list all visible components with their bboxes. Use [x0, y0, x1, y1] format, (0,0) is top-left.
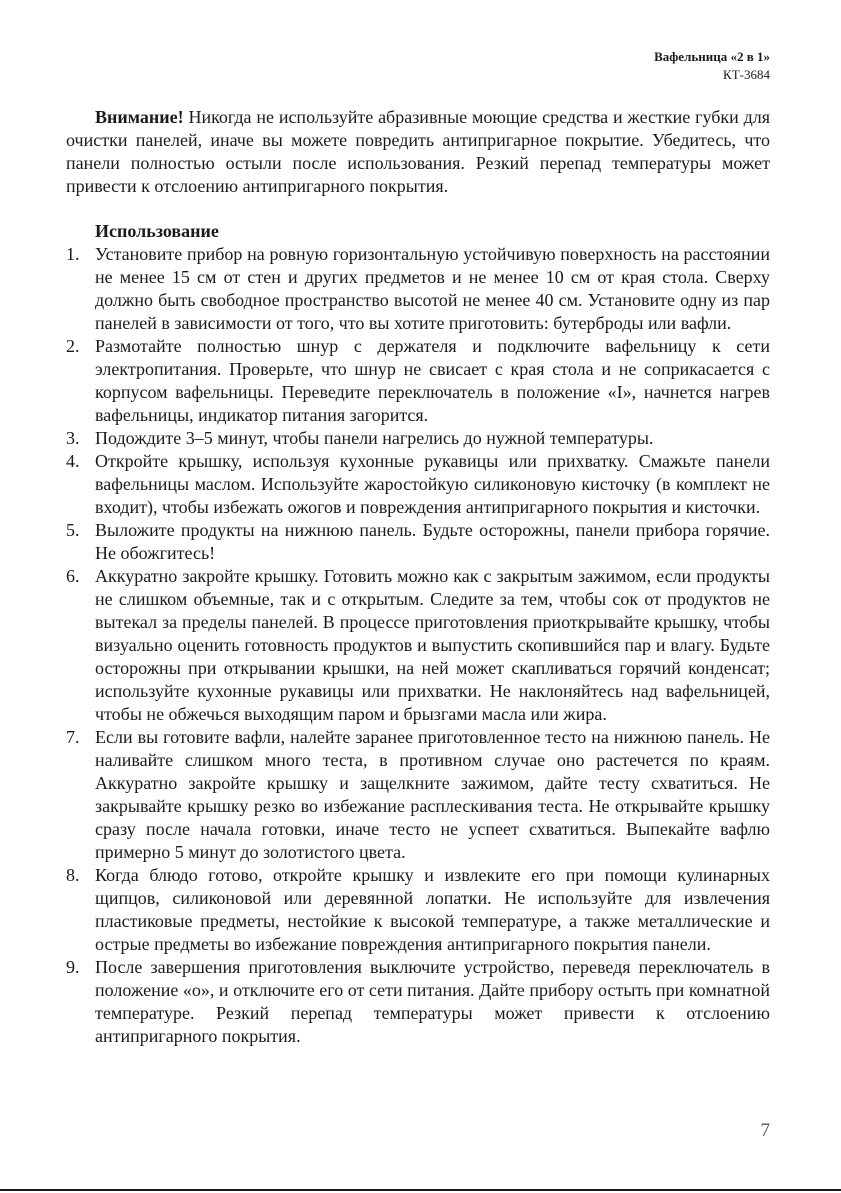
warning-label: Внимание! — [95, 107, 184, 127]
model-number: КТ-3684 — [723, 67, 770, 82]
list-item-text: Размотайте полностью шнур с держателя и подключите вафельницу к сети электропитания. Проверьте, что шнур не свисает с края стола и не соприкасается с корпусом вафельницы. Переведите переключатель в положение «I», начнется нагрев вафельницы, индикатор питания загорится. — [95, 336, 770, 425]
list-item-number: 5. — [66, 520, 80, 540]
list-item-number: 8. — [66, 865, 80, 885]
page-bottom-rule — [0, 1189, 841, 1191]
list-item-text: Аккуратно закройте крышку. Готовить можно как с закрытым зажимом, если продукты не слишком объемные, так и с открытым. Следите за тем, чтобы сок от продуктов не вытекал за пределы панелей. В процессе приготовления приоткрывайте крышку, чтобы визуально оценить готовность продуктов и выпустить скопившийся пар и влагу. Будьте осторожны при открывании крышки, на ней может скапливаться горячий конденсат; используйте кухонные рукавицы или прихватки. Не наклоняйтесь над вафельницей, чтобы не обжечься выходящим паром и брызгами масла или жира. — [95, 566, 770, 724]
page-header — [654, 48, 770, 84]
list-item — [66, 864, 770, 956]
list-item-number: 7. — [66, 727, 80, 747]
document-body — [66, 106, 770, 1048]
warning-text: Никогда не используйте абразивные моющие средства и жесткие губки для очистки панелей, иначе вы можете повредить антипригарное покрытие. Убедитесь, что панели полностью остыли после использования. Резкий перепад температуры может привести к отслоению антипригарного покрытия. — [66, 107, 770, 196]
list-item-text: Откройте крышку, используя кухонные рукавицы или прихватку. Смажьте панели вафельницы маслом. Используйте жаростойкую силиконовую кисточку (в комплект не входит), чтобы избежать ожогов и повреждения антипригарного покрытия и кисточки. — [95, 451, 770, 517]
list-item-text: Когда блюдо готово, откройте крышку и извлеките его при помощи кулинарных щипцов, силиконовой или деревянной лопатки. Не используйте для извлечения пластиковые предметы, нестойкие к высокой температуре, а также металлические и острые предметы во избежание повреждения антипригарного покрытия панели. — [95, 865, 770, 954]
page-number: 7 — [760, 1120, 770, 1141]
list-item — [66, 565, 770, 726]
list-item-number: 6. — [66, 566, 80, 586]
list-item-text: Выложите продукты на нижнюю панель. Будьте осторожны, панели прибора горячие. Не обожгитесь! — [95, 520, 770, 563]
list-item-number: 3. — [66, 428, 80, 448]
list-item — [66, 956, 770, 1048]
list-item-number: 2. — [66, 336, 80, 356]
section-title-usage: Использование — [95, 221, 219, 241]
list-item-text: Подождите 3–5 минут, чтобы панели нагрелись до нужной температуры. — [95, 428, 654, 448]
list-item — [66, 243, 770, 335]
list-item-number: 1. — [66, 244, 80, 264]
list-item-text: После завершения приготовления выключите устройство, переведя переключатель в положение «o», и отключите его от сети питания. Дайте прибору остыть при комнатной температуре. Резкий перепад температуры может привести к отслоению антипригарного покрытия. — [95, 957, 770, 1046]
list-item — [66, 450, 770, 519]
list-item-text: Установите прибор на ровную горизонтальную устойчивую поверхность на расстоянии не менее 15 см от стен и других предметов и не менее 10 см от края стола. Сверху должно быть свободное пространство высотой не менее 40 см. Установите одну из пар панелей в зависимости от того, что вы хотите приготовить: бутерброды или вафли. — [95, 244, 770, 333]
list-item-text: Если вы готовите вафли, налейте заранее приготовленное тесто на нижнюю панель. Не наливайте слишком много теста, в противном случае оно растечется по краям. Аккуратно закройте крышку и защелкните зажимом, дайте тесту схватиться. Не закрывайте крышку резко во избежание расплескивания теста. Не открывайте крышку сразу после начала готовки, иначе тесто не успеет схватиться. Выпекайте вафлю примерно 5 минут до золотистого цвета. — [95, 727, 770, 862]
product-name: Вафельница «2 в 1» — [654, 49, 770, 64]
warning-paragraph — [66, 106, 770, 198]
list-item — [66, 726, 770, 864]
list-item — [66, 519, 770, 565]
list-item-number: 4. — [66, 451, 80, 471]
list-item-number: 9. — [66, 957, 80, 977]
list-item — [66, 335, 770, 427]
list-item — [66, 427, 770, 450]
usage-steps-list — [66, 243, 770, 1048]
